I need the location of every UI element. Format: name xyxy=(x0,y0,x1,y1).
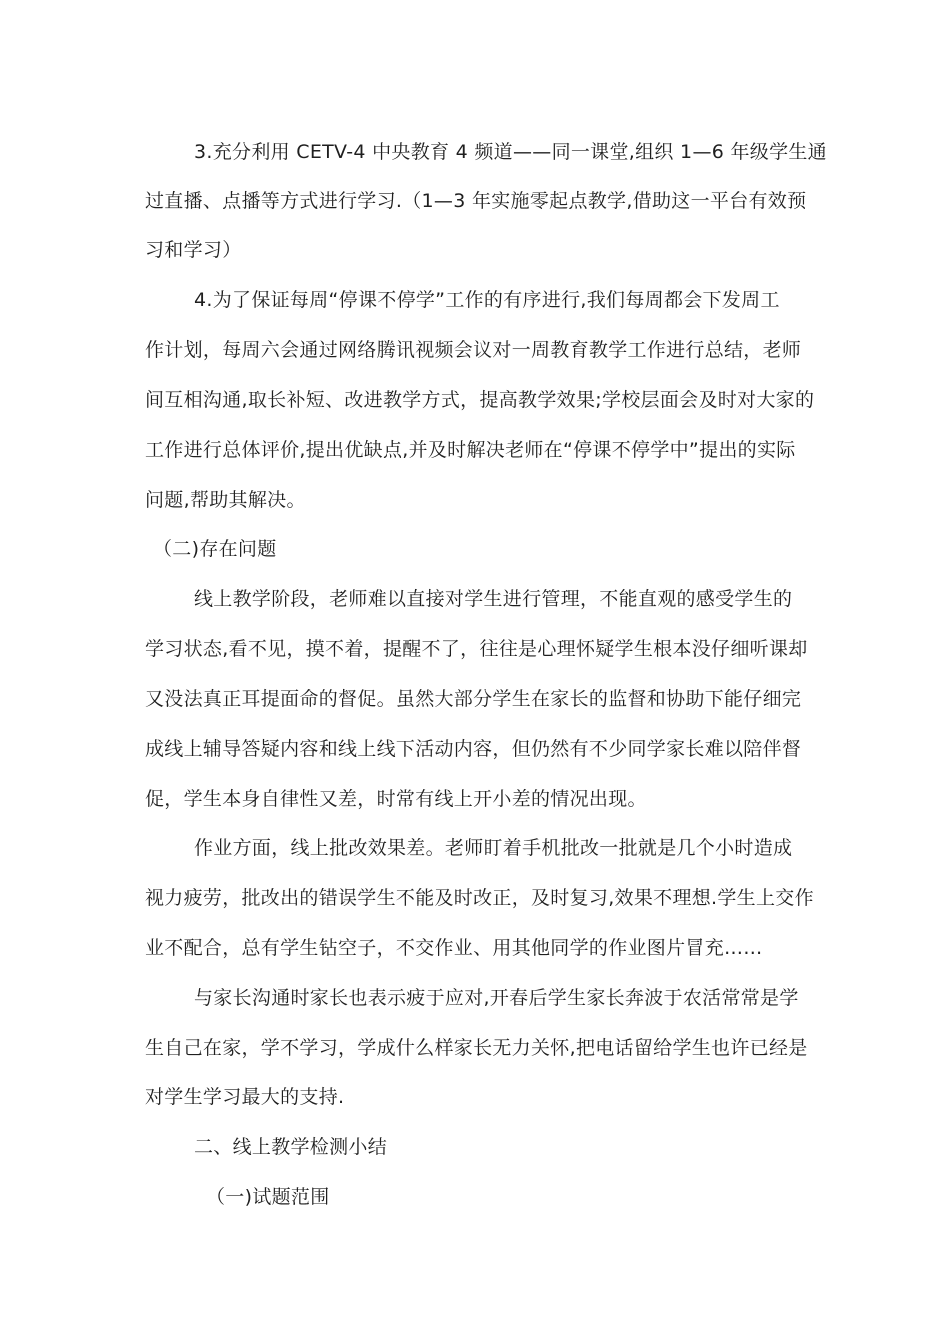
paragraph-3-line-1: 3.充分利用 CETV-4 中央教育 4 频道——同一课堂,组织 1—6 年级学生通 xyxy=(194,141,827,163)
paragraph-4-line-2: 作计划，每周六会通过网络腾讯视频会议对一周教育教学工作进行总结，老师 xyxy=(145,339,802,361)
paragraph-4-line-1: 4.为了保证每周“停课不停学”工作的有序进行,我们每周都会下发周工 xyxy=(194,289,780,311)
problems-paragraph-1-line-2: 学习状态,看不见，摸不着，提醒不了，往往是心理怀疑学生根本没仔细听课却 xyxy=(145,638,808,660)
paragraph-4-line-3: 间互相沟通,取长补短、改进教学方式，提高教学效果;学校层面会及时对大家的 xyxy=(145,389,815,411)
problems-paragraph-3-line-2: 生自己在家，学不学习，学成什么样家长无力关怀,把电话留给学生也许已经是 xyxy=(145,1037,808,1059)
problems-paragraph-1-line-4: 成线上辅导答疑内容和线上线下活动内容，但仍然有不少同学家长难以陪伴督 xyxy=(145,738,802,760)
problems-paragraph-1-line-3: 又没法真正耳提面命的督促。虽然大部分学生在家长的监督和协助下能仔细完 xyxy=(145,688,802,710)
problems-paragraph-2-line-2: 视力疲劳，批改出的错误学生不能及时改正，及时复习,效果不理想.学生上交作 xyxy=(145,887,814,909)
problems-paragraph-2-line-1: 作业方面，线上批改效果差。老师盯着手机批改一批就是几个小时造成 xyxy=(194,837,793,859)
section-heading-problems: （二)存在问题 xyxy=(153,538,277,560)
problems-paragraph-1-line-1: 线上教学阶段，老师难以直接对学生进行管理，不能直观的感受学生的 xyxy=(194,588,793,610)
paragraph-3-line-3: 习和学习） xyxy=(145,239,242,261)
subsection-heading-test-scope: （一)试题范围 xyxy=(206,1186,330,1208)
problems-paragraph-3-line-1: 与家长沟通时家长也表示疲于应对,开春后学生家长奔波于农活常常是学 xyxy=(194,987,799,1009)
paragraph-3-line-2: 过直播、点播等方式进行学习.（1—3 年实施零起点教学,借助这一平台有效预 xyxy=(145,190,807,212)
problems-paragraph-1-line-5: 促，学生本身自律性又差，时常有线上开小差的情况出现。 xyxy=(145,788,647,810)
section-heading-online-test-summary: 二、线上教学检测小结 xyxy=(194,1136,388,1158)
problems-paragraph-3-line-3: 对学生学习最大的支持. xyxy=(145,1086,345,1108)
paragraph-4-line-4: 工作进行总体评价,提出优缺点,并及时解决老师在“停课不停学中”提出的实际 xyxy=(145,439,796,461)
problems-paragraph-2-line-3: 业不配合，总有学生钻空子，不交作业、用其他同学的作业图片冒充…… xyxy=(145,937,763,959)
paragraph-4-line-5: 问题,帮助其解决。 xyxy=(145,489,306,511)
